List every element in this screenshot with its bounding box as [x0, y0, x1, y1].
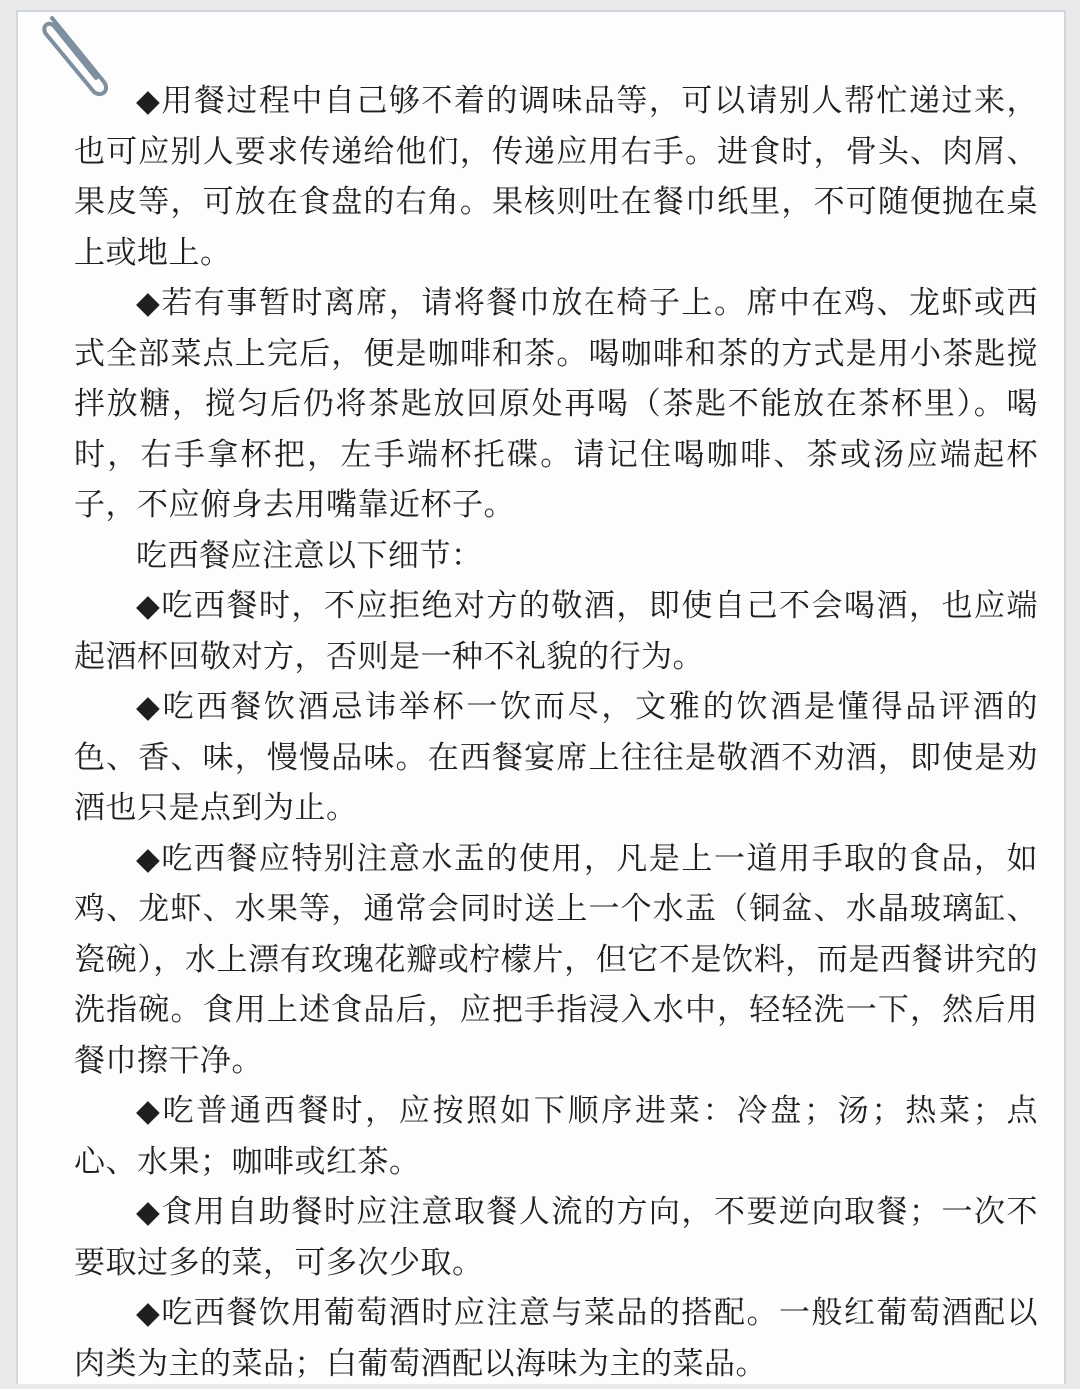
paragraph-5: ◆吃西餐应特别注意水盂的使用，凡是上一道用手取的食品，如鸡、龙虾、水果等，通常会同时送上一个水盂（铜盆、水晶玻璃缸、瓷碗），水上漂有玫瑰花瓣或柠檬片，但它不是饮料，而是西餐讲究的洗指碗。食用上述食品后，应把手指浸入水中，轻轻洗一下，然后用餐巾擦干净。 [74, 840, 1038, 1079]
document-page [16, 10, 1066, 1384]
paperclip-icon [28, 12, 118, 102]
paragraph-7: ◆食用自助餐时应注意取餐人流的方向，不要逆向取餐；一次不要取过多的菜，可多次少取。 [74, 1194, 1038, 1281]
article-body [74, 76, 1038, 1389]
paragraph-1: ◆用餐过程中自己够不着的调味品等，可以请别人帮忙递过来，也可应别人要求传递给他们，传递应用右手。进食时，骨头、肉屑、果皮等，可放在食盘的右角。果核则吐在餐巾纸里，不可随便抛在桌上或地上。 [74, 83, 1038, 271]
section-heading: 吃西餐应注意以下细节： [136, 537, 483, 574]
paragraph-3: ◆吃西餐时，不应拒绝对方的敬酒，即使自己不会喝酒，也应端起酒杯回敬对方，否则是一种不礼貌的行为。 [74, 588, 1038, 675]
paragraph-6: ◆吃普通西餐时，应按照如下顺序进菜：冷盘；汤；热菜；点心、水果；咖啡或红茶。 [74, 1093, 1038, 1180]
paragraph-4: ◆吃西餐饮酒忌讳举杯一饮而尽，文雅的饮酒是懂得品评酒的色、香、味，慢慢品味。在西餐宴席上往往是敬酒不劝酒，即使是劝酒也只是点到为止。 [74, 689, 1038, 826]
paragraph-2: ◆若有事暂时离席，请将餐巾放在椅子上。席中在鸡、龙虾或西式全部菜点上完后，便是咖啡和茶。喝咖啡和茶的方式是用小茶匙搅拌放糖，搅匀后仍将茶匙放回原处再喝（茶匙不能放在茶杯里）。喝时，右手拿杯把，左手端杯托碟。请记住喝咖啡、茶或汤应端起杯子，不应俯身去用嘴靠近杯子。 [74, 285, 1038, 523]
paragraph-8: ◆吃西餐饮用葡萄酒时应注意与菜品的搭配。一般红葡萄酒配以肉类为主的菜品；白葡萄酒配以海味为主的菜品。 [74, 1295, 1038, 1382]
